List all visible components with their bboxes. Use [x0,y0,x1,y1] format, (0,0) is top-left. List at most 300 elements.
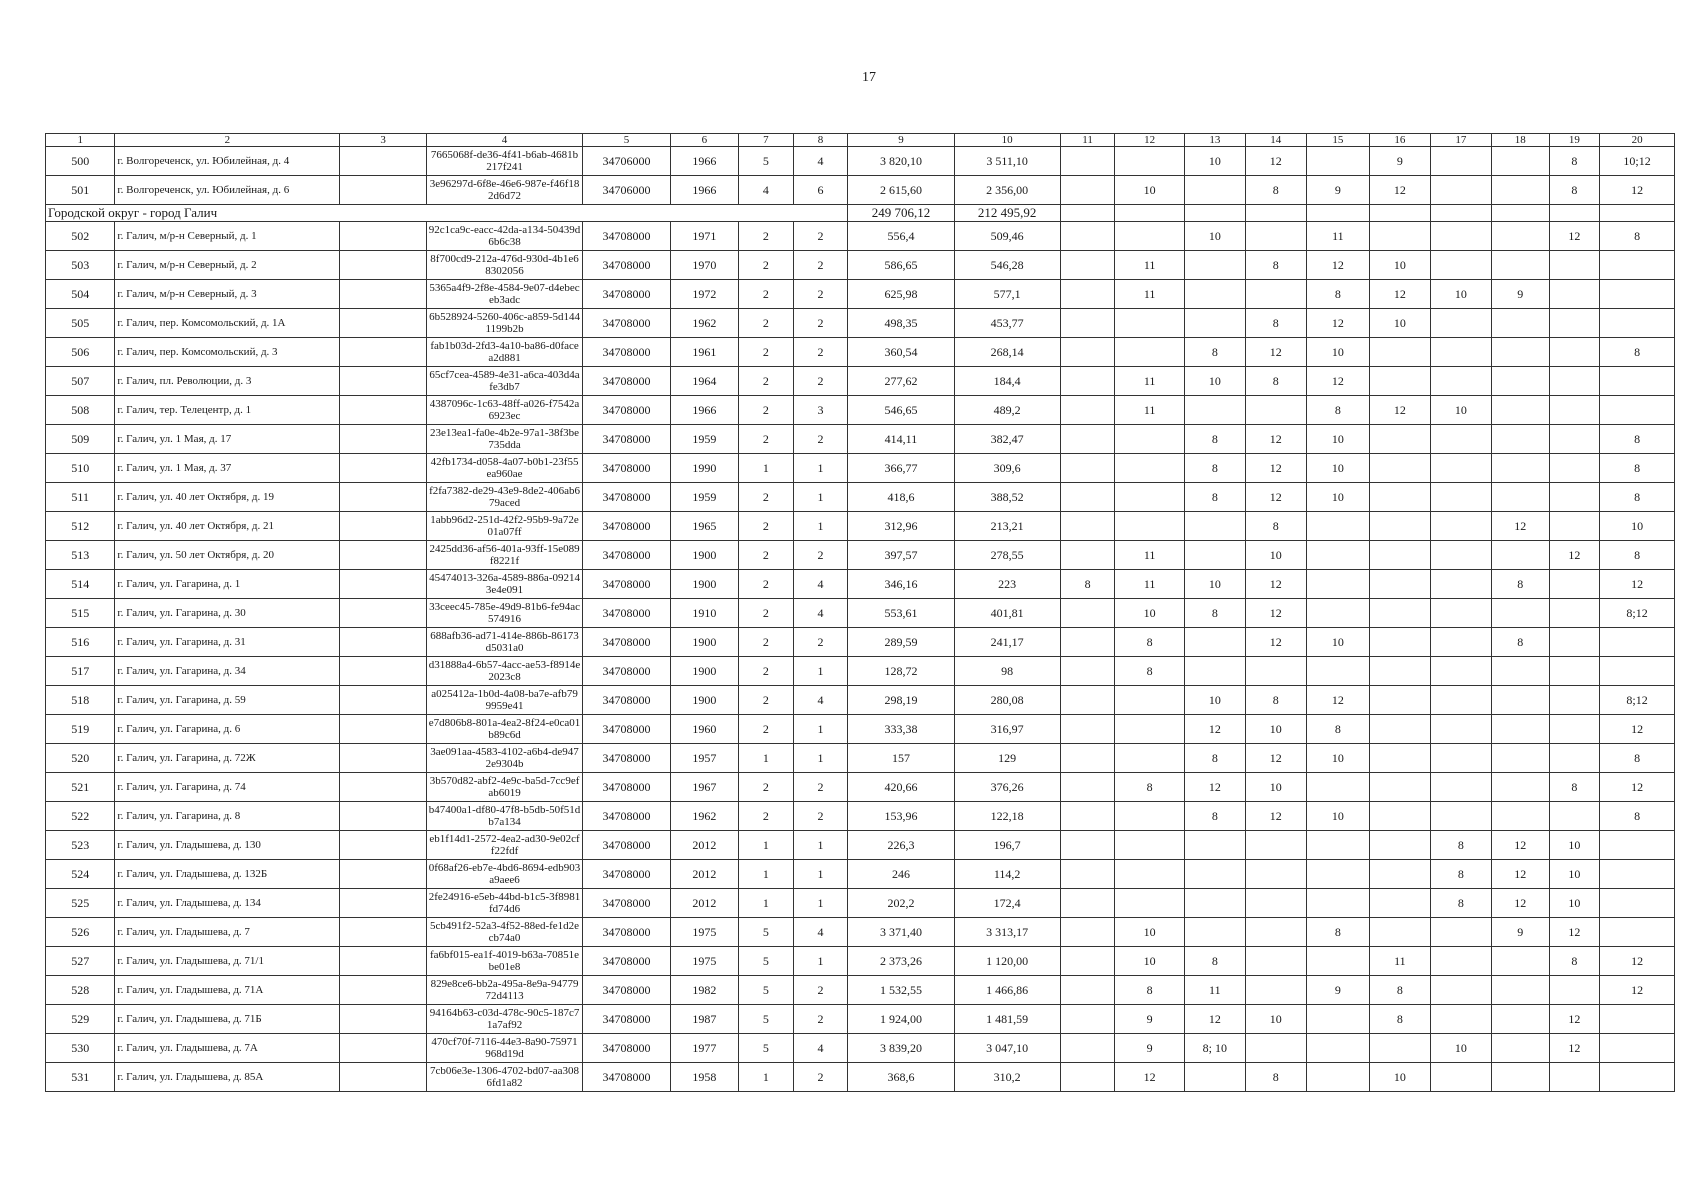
col12-cell: 8 [1115,628,1184,657]
oktmo-cell: 34706000 [583,147,670,176]
col17-cell [1430,147,1491,176]
col18-cell: 12 [1491,889,1549,918]
col15-cell: 10 [1306,483,1369,512]
col12-cell [1115,338,1184,367]
total-area-cell: 153,96 [848,802,954,831]
entrances-cell: 4 [793,147,848,176]
col14-cell: 12 [1245,425,1306,454]
column-number-cell: 18 [1491,134,1549,147]
column-number-cell: 17 [1430,134,1491,147]
fias-id-cell: 94164b63-c03d-478c-90c5-187c71a7af92 [426,1005,583,1034]
floors-cell: 5 [739,947,794,976]
col20-cell [1600,889,1675,918]
year-built-cell: 2012 [670,889,738,918]
col3-cell [340,802,426,831]
col13-cell: 10 [1184,147,1245,176]
living-area-cell: 196,7 [954,831,1060,860]
col15-cell [1306,147,1369,176]
col20-cell: 8 [1600,541,1675,570]
col17-cell [1430,918,1491,947]
col14-cell: 8 [1245,512,1306,541]
total-area-cell: 2 373,26 [848,947,954,976]
oktmo-cell: 34708000 [583,831,670,860]
col15-cell: 12 [1306,367,1369,396]
col18-cell [1491,947,1549,976]
year-built-cell: 1959 [670,483,738,512]
address-cell: г. Галич, тер. Телецентр, д. 1 [115,396,340,425]
living-area-cell: 278,55 [954,541,1060,570]
col3-cell [340,147,426,176]
col13-cell: 8 [1184,454,1245,483]
col18-cell [1491,1063,1549,1092]
oktmo-cell: 34708000 [583,860,670,889]
address-cell: г. Галич, ул. Гагарина, д. 1 [115,570,340,599]
year-built-cell: 1900 [670,541,738,570]
address-cell: г. Галич, ул. Гагарина, д. 59 [115,686,340,715]
year-built-cell: 1900 [670,570,738,599]
row-number-cell: 510 [46,454,115,483]
address-cell: г. Галич, ул. Гладышева, д. 71/1 [115,947,340,976]
col14-cell: 10 [1245,541,1306,570]
col19-cell: 12 [1549,1034,1599,1063]
col11-cell [1060,1063,1115,1092]
col12-cell: 10 [1115,947,1184,976]
year-built-cell: 1971 [670,222,738,251]
entrances-cell: 2 [793,802,848,831]
living-area-cell: 388,52 [954,483,1060,512]
floors-cell: 4 [739,176,794,205]
col11-cell [1060,396,1115,425]
col20-cell: 12 [1600,773,1675,802]
total-area-cell: 157 [848,744,954,773]
col16-cell: 11 [1369,947,1430,976]
floors-cell: 2 [739,425,794,454]
col18-cell [1491,147,1549,176]
fias-id-cell: 45474013-326a-4589-886a-092143e4e091 [426,570,583,599]
col17-cell [1430,367,1491,396]
column-number-cell: 19 [1549,134,1599,147]
col3-cell [340,396,426,425]
col18-cell [1491,976,1549,1005]
total-area-cell: 368,6 [848,1063,954,1092]
col20-cell [1600,1005,1675,1034]
table-row [46,744,1675,773]
year-built-cell: 2012 [670,860,738,889]
col20-cell: 12 [1600,947,1675,976]
row-number-cell: 515 [46,599,115,628]
address-cell: г. Галич, ул. 1 Мая, д. 37 [115,454,340,483]
oktmo-cell: 34708000 [583,367,670,396]
living-area-cell: 577,1 [954,280,1060,309]
row-number-cell: 506 [46,338,115,367]
col12-cell: 10 [1115,176,1184,205]
col17-cell [1430,715,1491,744]
col11-cell [1060,802,1115,831]
row-number-cell: 517 [46,657,115,686]
col18-cell: 8 [1491,628,1549,657]
year-built-cell: 1970 [670,251,738,280]
col3-cell [340,512,426,541]
fias-id-cell: fab1b03d-2fd3-4a10-ba86-d0facea2d881 [426,338,583,367]
table-row [46,1063,1675,1092]
col13-cell: 10 [1184,686,1245,715]
living-area-cell: 316,97 [954,715,1060,744]
col14-cell [1245,976,1306,1005]
col15-cell [1306,541,1369,570]
row-number-cell: 507 [46,367,115,396]
col20-cell: 8 [1600,802,1675,831]
floors-cell: 5 [739,918,794,947]
col20-cell: 8 [1600,222,1675,251]
table-row [46,222,1675,251]
col15-cell: 8 [1306,715,1369,744]
table-row [46,599,1675,628]
row-number-cell: 500 [46,147,115,176]
col12-cell: 10 [1115,599,1184,628]
total-area-cell: 333,38 [848,715,954,744]
table-row [46,628,1675,657]
address-cell: г. Галич, ул. Гагарина, д. 72Ж [115,744,340,773]
col12-cell: 11 [1115,251,1184,280]
oktmo-cell: 34708000 [583,512,670,541]
col3-cell [340,541,426,570]
fias-id-cell: 7665068f-de36-4f41-b6ab-4681b217f241 [426,147,583,176]
col16-cell [1369,715,1430,744]
col13-cell [1184,657,1245,686]
total-area-cell: 3 839,20 [848,1034,954,1063]
col16-cell [1369,918,1430,947]
column-number-cell: 3 [340,134,426,147]
col3-cell [340,773,426,802]
living-area-cell: 280,08 [954,686,1060,715]
col3-cell [340,599,426,628]
col15-cell [1306,831,1369,860]
col17-cell: 10 [1430,280,1491,309]
col17-cell [1430,1005,1491,1034]
oktmo-cell: 34708000 [583,280,670,309]
row-number-cell: 521 [46,773,115,802]
col13-cell: 8 [1184,483,1245,512]
col20-cell: 10;12 [1600,147,1675,176]
row-number-cell: 520 [46,744,115,773]
col18-cell [1491,744,1549,773]
floors-cell: 1 [739,831,794,860]
entrances-cell: 1 [793,831,848,860]
col12-cell: 9 [1115,1034,1184,1063]
oktmo-cell: 34708000 [583,976,670,1005]
empty-cell [1430,205,1491,222]
col16-cell [1369,657,1430,686]
year-built-cell: 1958 [670,1063,738,1092]
column-number-cell: 11 [1060,134,1115,147]
fias-id-cell: a025412a-1b0d-4a08-ba7e-afb799959e41 [426,686,583,715]
table-row [46,251,1675,280]
total-area-cell: 346,16 [848,570,954,599]
table-row [46,773,1675,802]
col15-cell [1306,512,1369,541]
entrances-cell: 1 [793,657,848,686]
year-built-cell: 1910 [670,599,738,628]
col11-cell [1060,280,1115,309]
total-area-cell: 277,62 [848,367,954,396]
col16-cell [1369,599,1430,628]
empty-cell [1369,205,1430,222]
fias-id-cell: 92c1ca9c-eacc-42da-a134-50439d6b6c38 [426,222,583,251]
total-area-cell: 625,98 [848,280,954,309]
empty-cell [1549,205,1599,222]
col14-cell: 8 [1245,251,1306,280]
housing-registry-table [45,133,1675,1092]
col11-cell [1060,860,1115,889]
table-row [46,802,1675,831]
column-number-cell: 2 [115,134,340,147]
col20-cell: 12 [1600,976,1675,1005]
col11-cell [1060,831,1115,860]
empty-cell [1060,205,1115,222]
col17-cell [1430,483,1491,512]
entrances-cell: 2 [793,280,848,309]
address-cell: г. Галич, ул. 40 лет Октября, д. 19 [115,483,340,512]
col18-cell [1491,425,1549,454]
table-row [46,512,1675,541]
entrances-cell: 1 [793,512,848,541]
col20-cell: 8 [1600,744,1675,773]
fias-id-cell: 33ceec45-785e-49d9-81b6-fe94ac574916 [426,599,583,628]
address-cell: г. Волгореченск, ул. Юбилейная, д. 4 [115,147,340,176]
col14-cell [1245,280,1306,309]
col14-cell: 10 [1245,715,1306,744]
table-row [46,947,1675,976]
col15-cell: 9 [1306,176,1369,205]
col17-cell [1430,454,1491,483]
living-area-cell: 223 [954,570,1060,599]
col14-cell: 12 [1245,483,1306,512]
col19-cell: 12 [1549,222,1599,251]
col3-cell [340,425,426,454]
col12-cell [1115,425,1184,454]
fias-id-cell: 4387096c-1c63-48ff-a026-f7542a6923ec [426,396,583,425]
col16-cell [1369,889,1430,918]
total-area-cell: 1 532,55 [848,976,954,1005]
col13-cell [1184,309,1245,338]
row-number-cell: 502 [46,222,115,251]
col15-cell: 9 [1306,976,1369,1005]
living-area-cell: 453,77 [954,309,1060,338]
col17-cell [1430,628,1491,657]
living-area-cell: 241,17 [954,628,1060,657]
col3-cell [340,657,426,686]
col19-cell [1549,483,1599,512]
oktmo-cell: 34708000 [583,425,670,454]
col18-cell [1491,338,1549,367]
col11-cell [1060,425,1115,454]
living-area-cell: 114,2 [954,860,1060,889]
col18-cell [1491,1034,1549,1063]
col19-cell: 8 [1549,947,1599,976]
col20-cell [1600,1063,1675,1092]
year-built-cell: 2012 [670,831,738,860]
year-built-cell: 1966 [670,176,738,205]
fias-id-cell: 2425dd36-af56-401a-93ff-15e089f8221f [426,541,583,570]
col13-cell: 8; 10 [1184,1034,1245,1063]
col12-cell: 10 [1115,918,1184,947]
col18-cell [1491,599,1549,628]
address-cell: г. Галич, пер. Комсомольский, д. 3 [115,338,340,367]
floors-cell: 5 [739,1005,794,1034]
empty-cell [1600,205,1675,222]
col15-cell [1306,1063,1369,1092]
col19-cell [1549,570,1599,599]
col16-cell [1369,454,1430,483]
total-area-cell: 366,77 [848,454,954,483]
living-area-cell: 1 120,00 [954,947,1060,976]
col16-cell: 9 [1369,147,1430,176]
col17-cell [1430,744,1491,773]
col19-cell [1549,512,1599,541]
col3-cell [340,860,426,889]
column-number-cell: 13 [1184,134,1245,147]
col16-cell [1369,860,1430,889]
empty-cell [1306,205,1369,222]
address-cell: г. Галич, ул. 40 лет Октября, д. 21 [115,512,340,541]
total-area-cell: 414,11 [848,425,954,454]
col19-cell: 10 [1549,831,1599,860]
floors-cell: 2 [739,367,794,396]
col12-cell [1115,309,1184,338]
col16-cell [1369,628,1430,657]
col17-cell: 10 [1430,396,1491,425]
address-cell: г. Галич, ул. Гагарина, д. 74 [115,773,340,802]
row-number-cell: 523 [46,831,115,860]
table-row [46,367,1675,396]
col3-cell [340,918,426,947]
row-number-cell: 522 [46,802,115,831]
address-cell: г. Галич, ул. Гладышева, д. 71Б [115,1005,340,1034]
address-cell: г. Галич, ул. Гладышева, д. 7А [115,1034,340,1063]
address-cell: г. Галич, ул. Гагарина, д. 31 [115,628,340,657]
col18-cell [1491,802,1549,831]
table-row [46,1005,1675,1034]
row-number-cell: 513 [46,541,115,570]
entrances-cell: 1 [793,947,848,976]
col17-cell [1430,686,1491,715]
entrances-cell: 1 [793,715,848,744]
living-area-cell: 184,4 [954,367,1060,396]
fias-id-cell: fa6bf015-ea1f-4019-b63a-70851ebe01e8 [426,947,583,976]
address-cell: г. Галич, м/р-н Северный, д. 1 [115,222,340,251]
floors-cell: 1 [739,889,794,918]
table-row [46,686,1675,715]
col19-cell [1549,251,1599,280]
column-number-cell: 15 [1306,134,1369,147]
table-row [46,176,1675,205]
col11-cell [1060,367,1115,396]
col14-cell: 12 [1245,628,1306,657]
entrances-cell: 2 [793,773,848,802]
oktmo-cell: 34708000 [583,1063,670,1092]
col12-cell [1115,512,1184,541]
col11-cell [1060,338,1115,367]
col18-cell [1491,454,1549,483]
floors-cell: 2 [739,541,794,570]
col19-cell [1549,280,1599,309]
row-number-cell: 501 [46,176,115,205]
living-area-cell: 1 481,59 [954,1005,1060,1034]
col15-cell [1306,889,1369,918]
col14-cell: 8 [1245,686,1306,715]
floors-cell: 1 [739,1063,794,1092]
table-row [46,918,1675,947]
year-built-cell: 1960 [670,715,738,744]
col12-cell [1115,744,1184,773]
col13-cell: 8 [1184,425,1245,454]
column-number-cell: 20 [1600,134,1675,147]
table-row [46,483,1675,512]
col17-cell [1430,309,1491,338]
living-area-cell: 1 466,86 [954,976,1060,1005]
oktmo-cell: 34708000 [583,541,670,570]
address-cell: г. Галич, ул. Гагарина, д. 34 [115,657,340,686]
col19-cell [1549,715,1599,744]
oktmo-cell: 34708000 [583,338,670,367]
col3-cell [340,176,426,205]
year-built-cell: 1959 [670,425,738,454]
entrances-cell: 2 [793,628,848,657]
col20-cell: 8;12 [1600,599,1675,628]
col15-cell: 10 [1306,425,1369,454]
entrances-cell: 4 [793,599,848,628]
col15-cell [1306,570,1369,599]
fias-id-cell: 470cf70f-7116-44e3-8a90-75971968d19d [426,1034,583,1063]
col12-cell: 8 [1115,976,1184,1005]
address-cell: г. Волгореченск, ул. Юбилейная, д. 6 [115,176,340,205]
col20-cell [1600,1034,1675,1063]
col11-cell [1060,454,1115,483]
year-built-cell: 1982 [670,976,738,1005]
col20-cell: 8 [1600,425,1675,454]
entrances-cell: 2 [793,367,848,396]
col14-cell [1245,918,1306,947]
col13-cell [1184,889,1245,918]
total-area-cell: 246 [848,860,954,889]
column-number-cell: 8 [793,134,848,147]
floors-cell: 2 [739,512,794,541]
fias-id-cell: d31888a4-6b57-4acc-ae53-f8914e2023c8 [426,657,583,686]
col14-cell: 8 [1245,176,1306,205]
col17-cell [1430,1063,1491,1092]
fias-id-cell: eb1f14d1-2572-4ea2-ad30-9e02cff22fdf [426,831,583,860]
total-area-cell: 586,65 [848,251,954,280]
col12-cell [1115,454,1184,483]
col12-cell [1115,222,1184,251]
col13-cell: 10 [1184,367,1245,396]
col14-cell: 12 [1245,802,1306,831]
year-built-cell: 1972 [670,280,738,309]
col11-cell [1060,686,1115,715]
entrances-cell: 2 [793,309,848,338]
col3-cell [340,454,426,483]
col19-cell [1549,425,1599,454]
col16-cell [1369,338,1430,367]
col12-cell [1115,715,1184,744]
col14-cell: 12 [1245,599,1306,628]
col11-cell [1060,147,1115,176]
col11-cell [1060,483,1115,512]
col17-cell [1430,976,1491,1005]
empty-cell [1491,205,1549,222]
col13-cell [1184,251,1245,280]
oktmo-cell: 34708000 [583,1005,670,1034]
